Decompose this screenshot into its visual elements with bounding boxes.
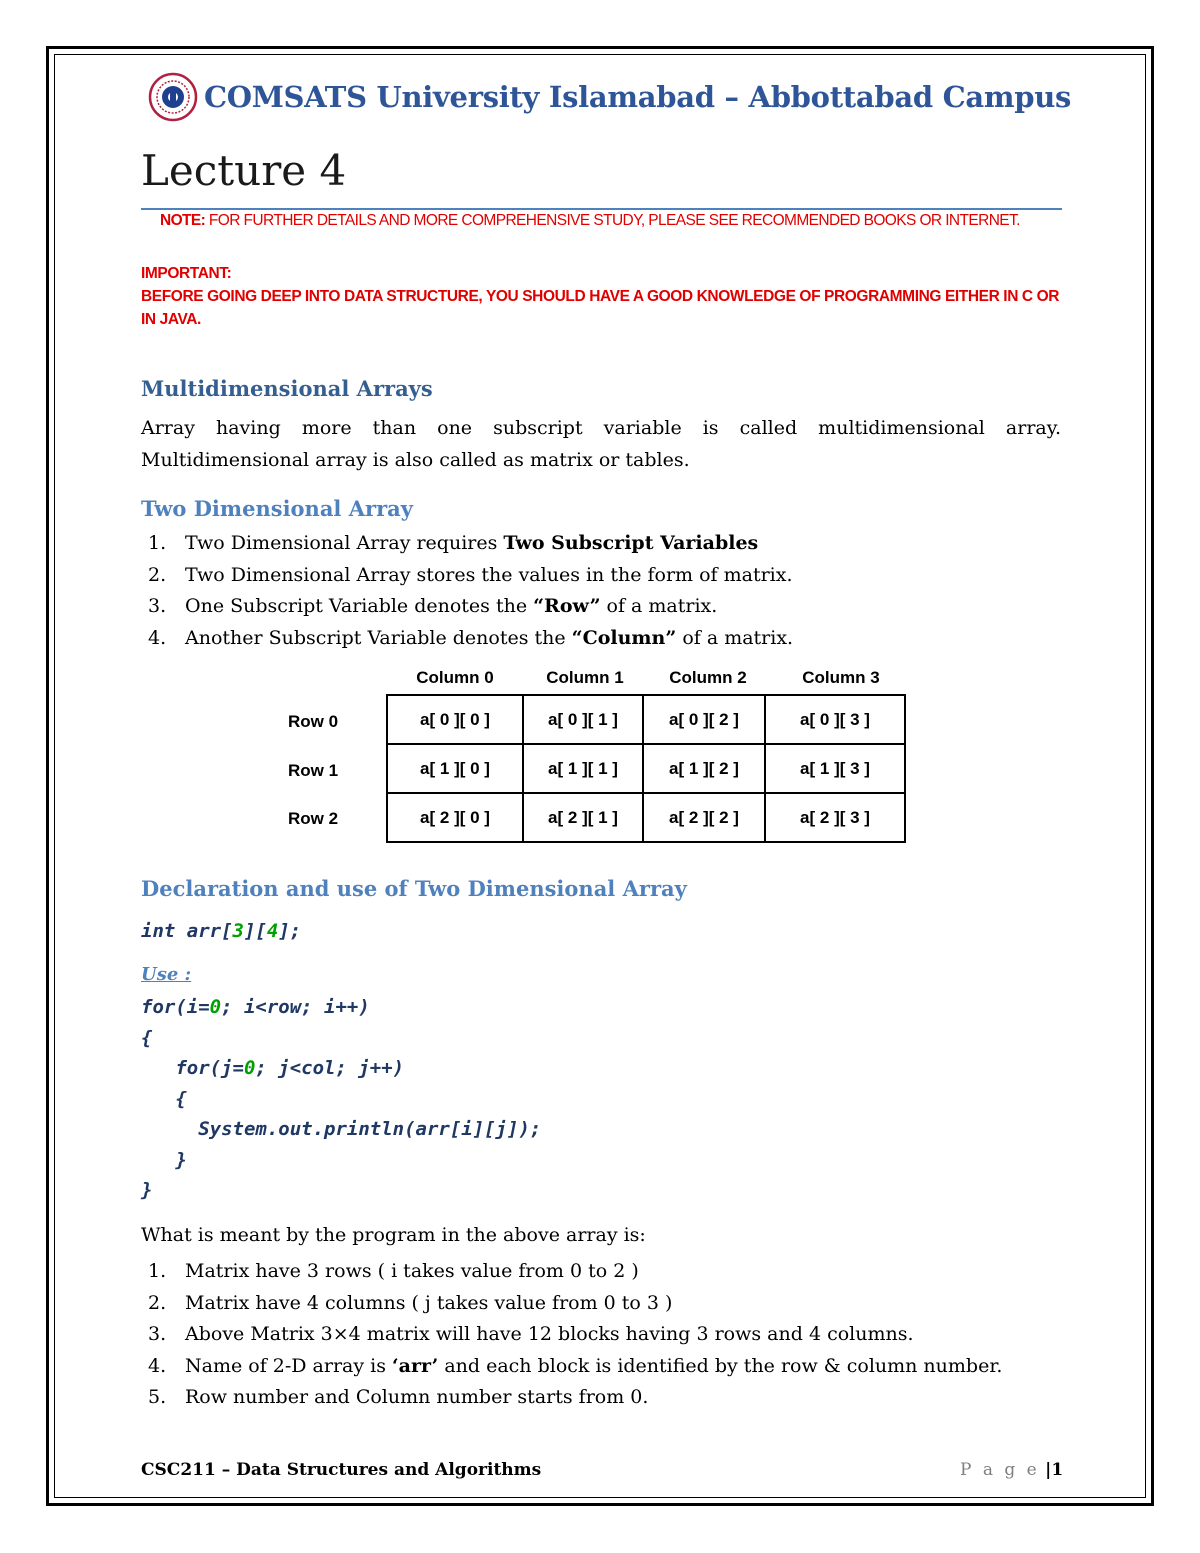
matrix-cell: a[ 2 ][ 3 ] bbox=[765, 793, 905, 842]
important-block bbox=[141, 262, 1061, 331]
row-header: Row 0 bbox=[288, 712, 339, 731]
row-header: Row 1 bbox=[288, 761, 339, 780]
matrix-cell: a[ 2 ][ 0 ] bbox=[387, 793, 523, 842]
matrix-cell: a[ 1 ][ 1 ] bbox=[523, 744, 643, 793]
title-divider bbox=[141, 208, 1062, 210]
section-heading-declaration: Declaration and use of Two Dimensional Array bbox=[141, 876, 687, 901]
code-line: } bbox=[141, 1148, 187, 1171]
table-row bbox=[387, 793, 905, 842]
matrix-cell: a[ 0 ][ 2 ] bbox=[643, 695, 765, 744]
page-number: 1 bbox=[1051, 1460, 1064, 1480]
list-item: 1. Matrix have 3 rows ( i takes value from 0 to 2 ) bbox=[148, 1260, 639, 1282]
code-line: { bbox=[141, 1026, 153, 1049]
list-item: 4. Another Subscript Variable denotes the “Column” of a matrix. bbox=[148, 626, 794, 649]
page-separator: | bbox=[1045, 1460, 1052, 1480]
multidimensional-paragraph: Array having more than one subscript variable is called multidimensional array. Multidimensional array is also called as matrix or tables. bbox=[141, 417, 1061, 471]
row-header: Row 2 bbox=[288, 809, 339, 828]
university-seal-icon bbox=[148, 72, 198, 122]
code-line: { bbox=[141, 1087, 187, 1110]
list-item: 4. Name of 2-D array is ‘arr’ and each block is identified by the row & column number. bbox=[148, 1354, 1003, 1377]
list-item: 2. Matrix have 4 columns ( j takes value from 0 to 3 ) bbox=[148, 1291, 673, 1314]
use-label: Use : bbox=[141, 964, 192, 985]
two-dimensional-list bbox=[148, 528, 793, 654]
lecture-title: Lecture 4 bbox=[141, 146, 347, 195]
meaning-intro: What is meant by the program in the above array is: bbox=[141, 1224, 646, 1246]
column-header: Column 0 bbox=[416, 668, 494, 687]
code-block bbox=[141, 992, 541, 1206]
meaning-list bbox=[148, 1256, 1002, 1414]
list-item: 1. Two Dimensional Array requires Two Subscript Variables bbox=[148, 532, 759, 554]
column-header: Column 1 bbox=[546, 668, 624, 687]
matrix-table bbox=[386, 694, 906, 843]
note-label: NOTE: bbox=[160, 212, 206, 229]
matrix-cell: a[ 1 ][ 0 ] bbox=[387, 744, 523, 793]
matrix-cell: a[ 0 ][ 3 ] bbox=[765, 695, 905, 744]
table-row bbox=[387, 695, 905, 744]
matrix-cell: a[ 2 ][ 1 ] bbox=[523, 793, 643, 842]
table-row bbox=[387, 744, 905, 793]
matrix-cell: a[ 1 ][ 2 ] bbox=[643, 744, 765, 793]
matrix-diagram bbox=[278, 668, 918, 850]
section-heading-multidimensional: Multidimensional Arrays bbox=[141, 376, 433, 401]
section-heading-two-dimensional: Two Dimensional Array bbox=[141, 496, 413, 521]
page-label: P a g e bbox=[960, 1460, 1040, 1480]
declaration-code: int arr[3][4]; bbox=[141, 920, 302, 942]
code-line: } bbox=[141, 1179, 153, 1201]
matrix-cell: a[ 2 ][ 2 ] bbox=[643, 793, 765, 842]
note-text: FOR FURTHER DETAILS AND MORE COMPREHENSIVE STUDY, PLEASE SEE RECOMMENDED BOOKS OR INTERNET. bbox=[205, 212, 1020, 229]
code-line: for(j=0; j<col; j++) bbox=[141, 1057, 405, 1079]
code-line: for(i=0; i<row; i++) bbox=[141, 996, 370, 1018]
list-item: 5. Row number and Column number starts from 0. bbox=[148, 1386, 649, 1408]
important-text: BEFORE GOING DEEP INTO DATA STRUCTURE, YOU SHOULD HAVE A GOOD KNOWLEDGE OF PROGRAMMING EITHER IN C OR IN JAVA. bbox=[141, 288, 1060, 328]
list-item: 3. One Subscript Variable denotes the “Row” of a matrix. bbox=[148, 595, 718, 617]
code-line: System.out.println(arr[i][j]); bbox=[141, 1118, 542, 1140]
footer-page bbox=[960, 1460, 1063, 1480]
matrix-cell: a[ 0 ][ 1 ] bbox=[523, 695, 643, 744]
list-item: 3. Above Matrix 3×4 matrix will have 12 blocks having 3 rows and 4 columns. bbox=[148, 1323, 914, 1345]
column-header: Column 2 bbox=[669, 668, 747, 687]
university-name: COMSATS University Islamabad – Abbottabad Campus bbox=[204, 80, 1072, 114]
document-header bbox=[148, 72, 1071, 122]
matrix-cell: a[ 1 ][ 3 ] bbox=[765, 744, 905, 793]
note-line bbox=[160, 212, 1020, 230]
column-header: Column 3 bbox=[802, 668, 880, 687]
footer-course: CSC211 – Data Structures and Algorithms bbox=[141, 1460, 542, 1480]
matrix-cell: a[ 0 ][ 0 ] bbox=[387, 695, 523, 744]
important-label: IMPORTANT: bbox=[141, 265, 232, 282]
list-item: 2. Two Dimensional Array stores the values in the form of matrix. bbox=[148, 563, 793, 586]
